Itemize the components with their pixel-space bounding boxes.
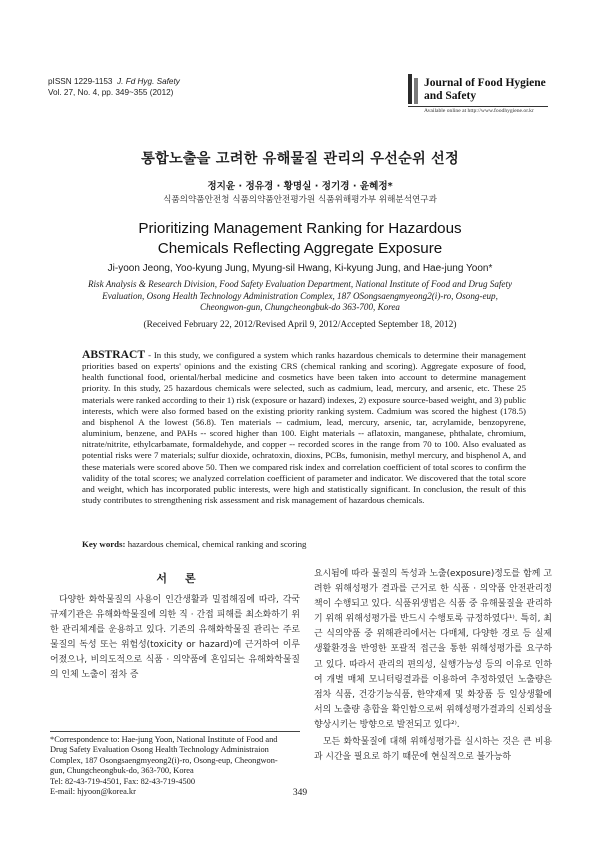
- abstract-text: - In this study, we configured a system which ranks hazardous chemicals to determine their management priorities based on experts' opinions and the existing CRS (chemical ranking and scoring). Aggregate exposure of food, health functional food, oriental/herbal medicine and cosmetics have been taken into account to determine management priority. In this study, 25 hazardous chemicals were selected, such as cadmium, lead, mercury, and arsenic, etc. These 25 materials were ranked according to their 1) risk (exposure or hazard) indexes, 2) exposure source-based weight, and 3) public interests, which were also formed based on the existing priority ranking system. Cadmium was scored the highest (178.5) and bisphenol A the lowest (56.8). Ten materials -- cadmium, lead, mercury, arsenic, tar, acrylamide, benzopyrene, aluminium, benzene, and PAHs -- scored higher than 100. Eight materials -- aflatoxin, manganese, phthalate, chromium, nitrate/nitrite, ethylcarbamate, formaldehyde, and copper -- recorded scores in the range from 70 to 100. Also evaluated as potential risks were 7 materials; sulfur dioxide, ochratoxin, dioxins, PCBs, fumonisin, methyl mercury, and bisphenol A, and these materials were scored above 50. Then we compared risk index and correlation coefficient of total scores to confirm the validity of the total scores; we analyzed correlation coefficient of parameter and indicator. We discovered that the total score and weight, which has incorporated public interests, were high and statistically significant. In conclusion, the result of this study contributes to strengthening risk assessment and risk management of hazardous chemicals.: [82, 350, 526, 506]
- keywords-label: Key words:: [82, 539, 126, 549]
- right-column: [314, 567, 552, 765]
- right-paragraph-2: 모든 화학물질에 대해 위해성평가를 실시하는 것은 큰 비용과 시간을 필요로 하기 때문에 현실적으로 불가능하: [314, 737, 552, 763]
- journal-abbrev: J. Fd Hyg. Safety: [117, 77, 180, 86]
- title-korean: 통합노출을 고려한 유해물질 관리의 우선순위 선정: [141, 151, 459, 167]
- volume-info: Vol. 27, No. 4, pp. 349~355 (2012): [48, 88, 174, 97]
- journal-name: Journal of Food Hygiene and Safety: [424, 77, 546, 102]
- journal-logo-icon: [408, 74, 420, 104]
- journal-rule: [408, 106, 548, 107]
- available-online: Available online at http://www.foodhygiene.or.kr: [424, 108, 534, 114]
- journal-meta: [48, 76, 180, 98]
- abstract: [82, 349, 526, 506]
- intro-paragraph: 다양한 화학물질의 사용이 인간생활과 밀접해짐에 따라, 각국 규제기관은 유해화학물질에 의한 직 · 간접 피해를 최소화하기 위한 관리체계를 운용하고 있다. 기존의 유해화학물질 관리는 주로 물질의 독성 또는 위험성(toxicity or hazard)에 근거하여 이루어졌으나, 비의도적으로 식품 · 의약품에 혼입되는 유해화학물질의 인체 노출이 점차 증: [50, 595, 300, 681]
- affiliation-korean: 식품의약품안전청 식품의약품안전평가원 식품위해평가부 위해분석연구과: [163, 195, 437, 205]
- footnote-rule: [50, 731, 300, 732]
- title-english: Prioritizing Management Ranking for Hazardous Chemicals Reflecting Aggregate Exposure: [138, 220, 462, 257]
- received-dates: (Received February 22, 2012/Revised April 9, 2012/Accepted September 18, 2012): [143, 320, 457, 330]
- authors-english: Ji-yoon Jeong, Yoo-kyung Jung, Myung-sil Hwang, Ki-kyung Jung, and Hae-jung Yoon*: [107, 263, 493, 274]
- correspondence-footnote: *Correspondence to: Hae-jung Yoon, National Institute of Food and Drug Safety Evaluation Osong Health Technology Administraion Complex, 187 Osongsaengmyeong2(i)-ro, Osong-eup, Cheongwon- gun, Chungcheongbuk-do, 363-700, Korea Tel: 82-43-719-4501, Fax: 82-43-719-4500 E-mail: hjyoon@korea.kr: [50, 735, 278, 797]
- abstract-heading: ABSTRACT: [82, 348, 146, 361]
- affiliation-english: Risk Analysis & Research Division, Food Safety Evaluation Department, National Institute of Food and Drug Safety Evaluation, Osong Health Technology Administration Complex, 187 OSongsaengmyeong2(i)-ro, Osong-eup, Cheongwon-gun, Chungcheongbuk-do 363-700, Korea: [87, 279, 513, 313]
- section-heading-introduction: 서론: [156, 572, 214, 585]
- page-number: 349: [292, 788, 308, 798]
- issn: pISSN 1229-1153: [48, 77, 113, 86]
- authors-korean: 정지윤 · 정유경 · 황명실 · 정기경 · 윤혜정*: [207, 181, 393, 192]
- right-paragraph-1: 요시됨에 따라 물질의 독성과 노출(exposure)정도를 함께 고려한 위해성평가 결과를 근거로 한 식품 · 의약품 안전관리정책이 수행되고 있다. 식품위생법은 식품 중 유해물질을 관리하기 위해 위해성평가를 반드시 수행토록 규정하였다¹⁾. 특히, 최근 식의약품 중 위해관리에서는 다매체, 다양한 경로 등 실제 생활환경을 반영한 포괄적 접근을 통한 위해성평가를 요구하고 있다. 따라서 관리의 편의성, 실행가능성 등의 이유로 인하여 개별 매체 모니터링결과를 이용하여 추정하였던 노출량은 점차 식품, 건강기능식품, 한약재제 및 화장품 등 일상생활에서의 노출량 총합을 확인함으로써 위해성평가결과의 신뢰성을 향상시키는 방향으로 발전되고 있다²⁾.: [314, 569, 552, 730]
- keywords: [82, 539, 526, 549]
- left-column: [50, 593, 300, 684]
- keywords-text: hazardous chemical, chemical ranking and scoring: [125, 539, 307, 549]
